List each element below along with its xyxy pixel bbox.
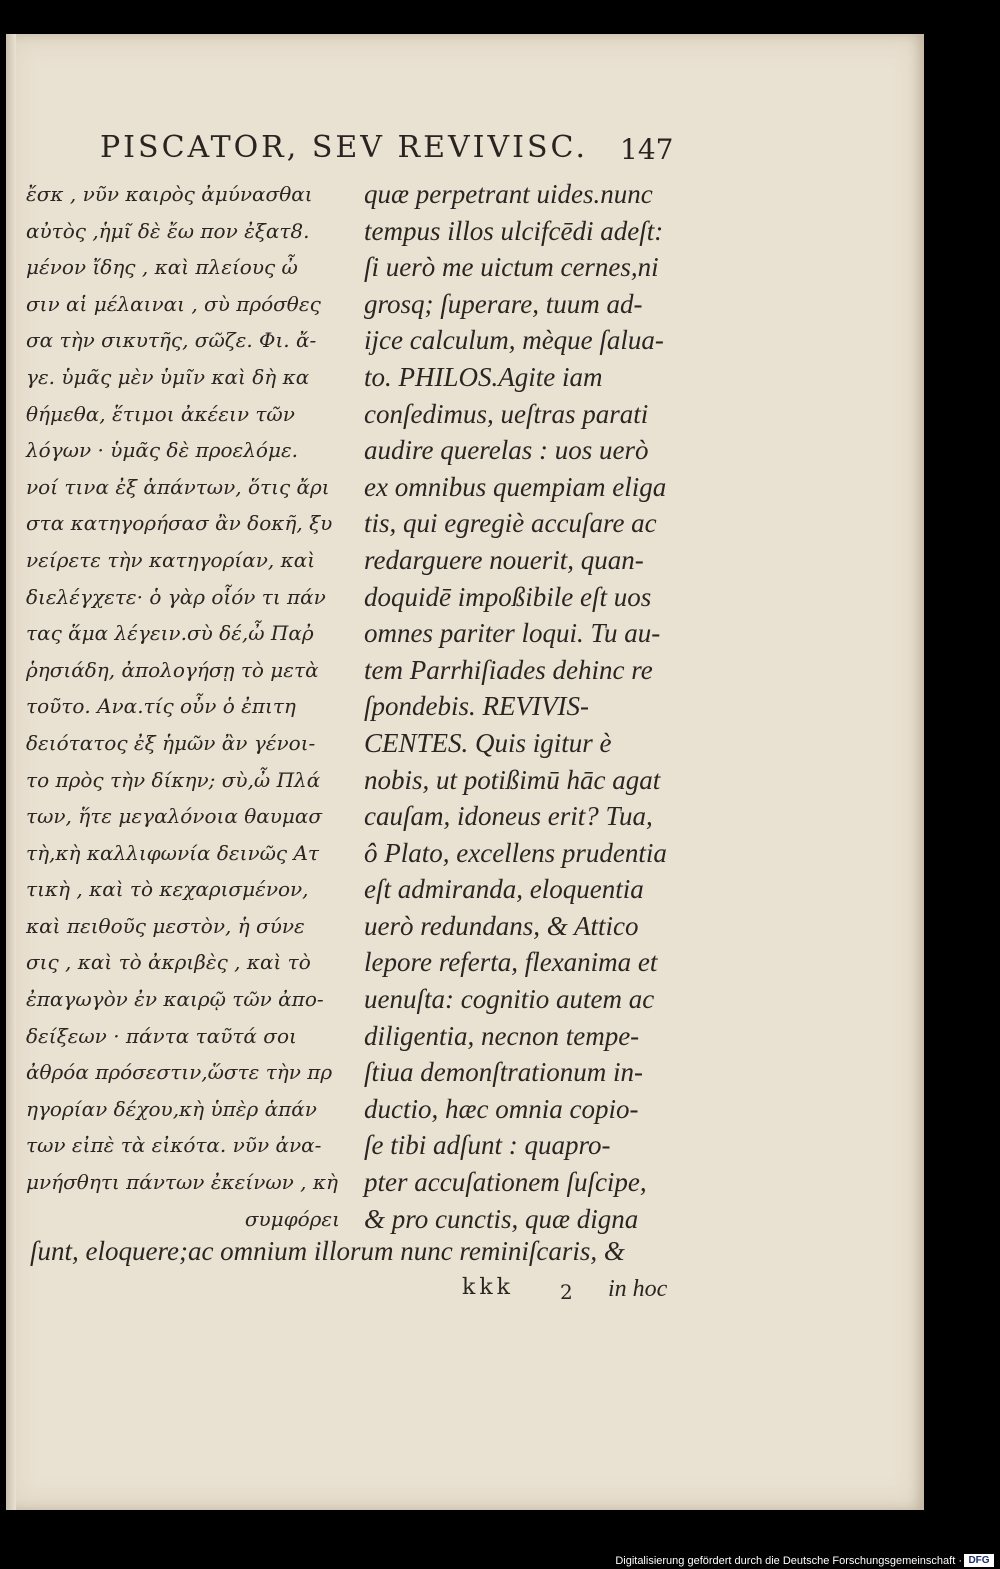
text-line: τας ἅμα λέγειν.σὺ δέ,ὦ Παῤ [26, 621, 314, 646]
text-line: θήμεθα, ἕτιμοι ἀκέειν τῶν [26, 401, 295, 426]
text-line: ſi uerò me uictum cernes,ni [364, 252, 659, 283]
text-line: τὴ,κὴ καλλιφωνία δεινῶς Ατ [26, 840, 319, 865]
text-line: grosq; ſuperare, tuum ad- [364, 288, 643, 319]
text-line: cauſam, idoneus erit? Tua, [364, 801, 653, 832]
text-line: ἔσκ , νῦν καιρὸς ἀμύνασθαι [26, 182, 313, 206]
text-line: pter accuſationem ſuſcipe, [364, 1167, 647, 1198]
text-line: τοῦτο. Ανα.τίς οὖν ὁ ἐπιτη [26, 694, 296, 719]
text-line: ô Plato, excellens prudentia [364, 837, 667, 868]
digitization-credit: Digitalisierung gefördert durch die Deutsche Forschungsgemeinschaft · [615, 1555, 962, 1567]
text-line: ex omnibus quempiam eliga [364, 471, 667, 502]
text-line: redarguere nouerit, quan- [364, 544, 644, 575]
text-line: & pro cunctis, quæ digna [364, 1203, 639, 1234]
text-line: των εἰπὲ τὰ εἰκότα. νῦν ἀνα- [26, 1133, 322, 1158]
text-line: σα τὴν σικυτῆς, σῶζε. Φι. ἄ- [26, 328, 317, 353]
greek-text-column [26, 176, 346, 1237]
text-line: uenuſta: cognitio autem ac [364, 984, 655, 1015]
text-line: omnes pariter loqui. Tu au- [364, 618, 661, 649]
text-line: μένον ἴδης , καὶ πλείους ὦ [26, 255, 298, 280]
text-line: ηγορίαν δέχου,κὴ ὑπὲρ ἁπάν [26, 1096, 317, 1121]
text-line: tempus illos ulcifcēdi adeſt: [364, 215, 664, 246]
text-line: ijce calculum, mèque ſalua- [364, 325, 664, 356]
signature-mark: kkk [462, 1275, 514, 1300]
text-line: καὶ πειθοῦς μεστὸν, ἡ σύνε [26, 913, 305, 938]
text-line: CENTES. Quis igitur è [364, 727, 612, 758]
text-line: lepore referta, flexanima et [364, 947, 658, 978]
text-line: ἀθρόα πρόσεστιν,ὥστε τὴν πρ [26, 1060, 333, 1085]
text-line: ſtiua demonſtrationum in- [364, 1057, 643, 1088]
latin-text-column [364, 176, 684, 1237]
text-line: δειότατος ἐξ ἡμῶν ἂν γένοι- [26, 730, 316, 755]
text-line: nobis, ut potißimū hāc agat [364, 764, 661, 795]
page-gutter-shadow [6, 34, 16, 1510]
text-line: δείξεων · πάντα ταῦτά σοι [26, 1023, 297, 1048]
catchword: in hoc [608, 1276, 668, 1302]
text-line: to. PHILOS.Agite iam [364, 361, 603, 392]
text-line: νοί τινα ἐξ ἁπάντων, ὅτις ἄρι [26, 474, 330, 499]
text-line: audire querelas : uos uerò [364, 435, 649, 466]
text-line: ἐπαγωγὸν ἐν καιρῷ τῶν ἀπο- [26, 987, 324, 1012]
text-line: το πρὸς τὴν δίκην; σὺ,ὦ Πλά [26, 767, 321, 792]
page-number: 147 [620, 133, 674, 166]
text-line: μνήσθητι πάντων ἐκείνων , κὴ [26, 1170, 338, 1195]
running-head: PISCATOR, SEV REVIVISC. [100, 130, 588, 165]
text-line: eſt admiranda, eloquentia [364, 874, 644, 905]
text-line: των, ἥτε μεγαλόνοια θαυμασ [26, 804, 323, 829]
text-line: ῥησιάδη, ἀπολογήσῃ τὸ μετὰ [26, 657, 319, 682]
text-line: tis, qui egregiè accuſare ac [364, 508, 657, 539]
full-width-final-line: ſunt, eloquere;ac omnium illorum nunc reminiſcaris, & [30, 1236, 625, 1266]
text-line: γε. ὑμᾶς μὲν ὑμῖν καὶ δὴ κα [26, 364, 310, 389]
text-line: συμφόρει [244, 1206, 340, 1231]
text-line: σιν αἱ μέλαιναι , σὺ πρόσθες [26, 291, 321, 316]
text-line: σις , καὶ τὸ ἀκριβὲς , καὶ τὸ [26, 950, 311, 975]
text-line: νείρετε τὴν κατηγορίαν, καὶ [26, 547, 316, 572]
text-line: ſe tibi adſunt : quapro- [364, 1130, 611, 1161]
text-line: τικὴ , καὶ τὸ κεχαρισμένον, [26, 877, 309, 902]
text-line: diligentia, necnon tempe- [364, 1020, 640, 1051]
text-line: uerò redundans, & Attico [364, 910, 639, 941]
text-line: στα κατηγορήσασ ἂν δοκῆ, ξυ [26, 511, 333, 536]
text-line: conſedimus, ueſtras parati [364, 398, 649, 429]
text-line: ductio, hæc omnia copio- [364, 1093, 639, 1124]
text-line: tem Parrhiſiades dehinc re [364, 654, 653, 685]
dfg-logo: DFG [964, 1554, 994, 1567]
text-line: αὐτὸς ,ἡμῖ δὲ ἔω πον ἐξατ8. [26, 218, 310, 243]
text-line: λόγων · ὑμᾶς δὲ προελόμε. [26, 438, 299, 463]
text-line: ſpondebis. REVIVIS- [364, 691, 589, 722]
signature-number: 2 [560, 1280, 573, 1304]
text-line: quæ perpetrant uides.nunc [364, 179, 653, 209]
text-line: διελέγχετε· ὁ γὰρ οἷόν τι πάν [26, 584, 326, 609]
text-line: doquidē impoßibile eſt uos [364, 581, 652, 612]
